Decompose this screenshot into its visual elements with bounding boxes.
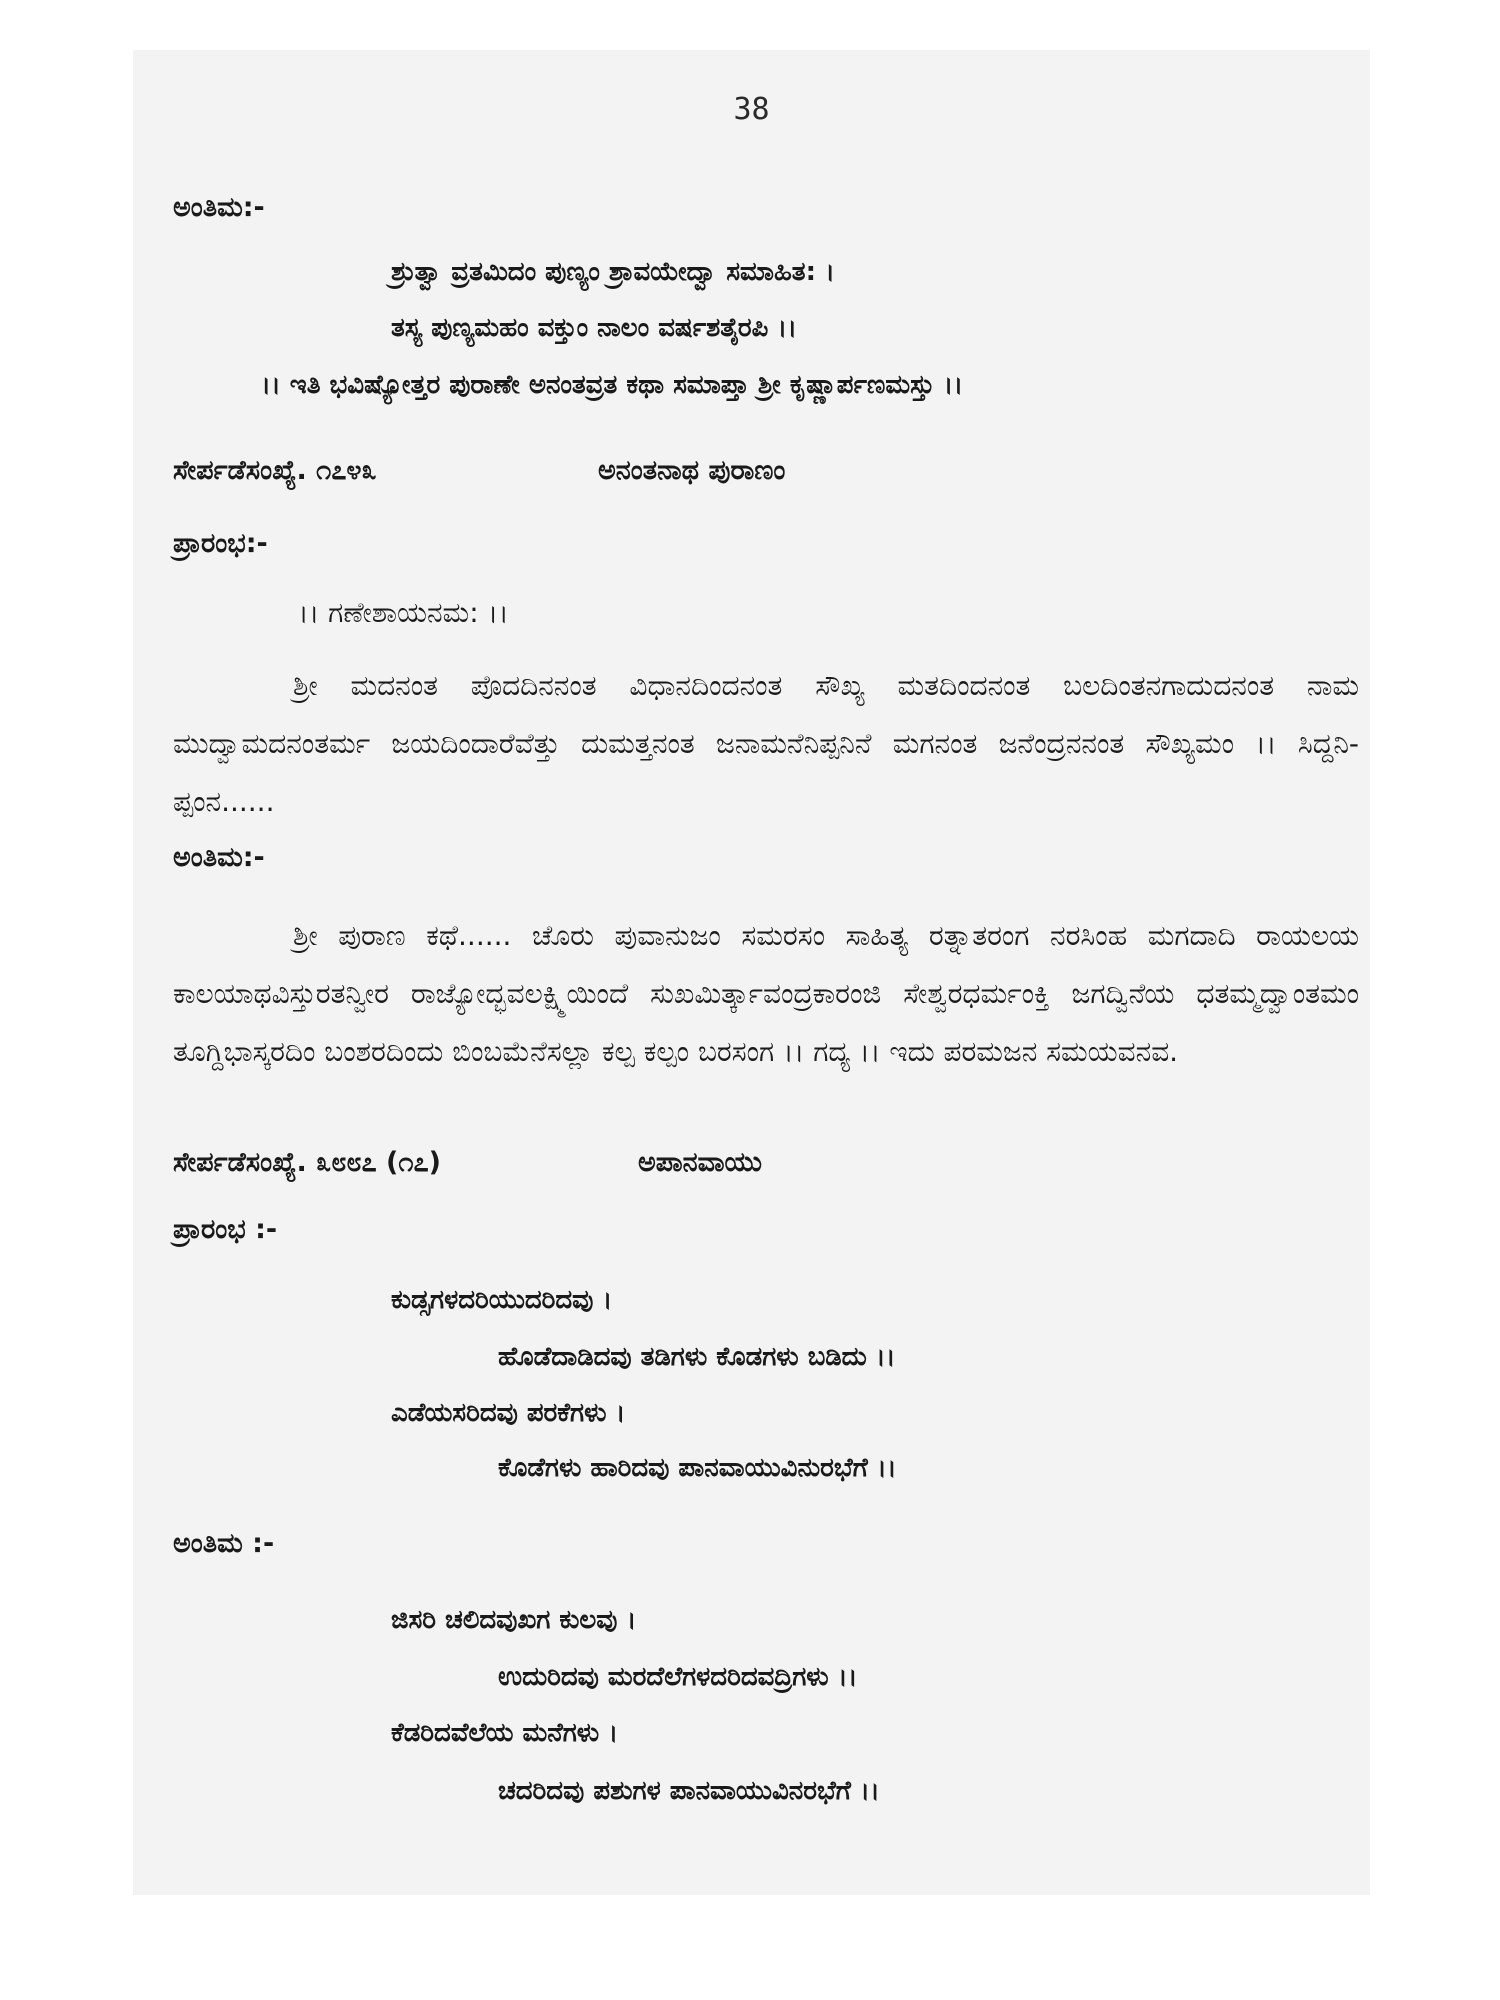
colophon-line: ।। ಇತಿ ಭವಿಷ್ಯೋತ್ತರ ಪುರಾಣೇ ಅನಂತವ್ರತ ಕಥಾ ಸಮಾಪ್ತಾ ಶ್ರೀ ಕೃಷ್ಣಾರ್ಪಣಮಸ್ತು ।। bbox=[261, 370, 964, 400]
prarambha-label: ಪ್ರಾರಂಭ :- bbox=[173, 1214, 278, 1245]
verse-line: ಜಿಸರಿ ಚಲಿದವುಖಗ ಕುಲವು । bbox=[391, 1605, 637, 1635]
entry-title: ಅಪಾನವಾಯು bbox=[638, 1147, 763, 1178]
paragraph-text: ಶ್ರೀ ಪುರಾಣ ಕಥೆ...... ಚೊರು ಪುವಾನುಜಂ ಸಮರಸಂ ಸಾಹಿತ್ಯ ರತ್ನಾತರಂಗ ನರಸಿಂಹ ಮಗದಾದಿ ರಾಯಲಯ ಕಾಲಯಾಥವಿಸ್ತುರತನ್ವೀರ ರಾಜ್ಯೋದ್ಭವಲಕ್ಷ್ಮಿಯಿಂದೆ ಸುಖಮಿರ್ತ್ಕಾವಂದ್ರಕಾರಂಜಿ ಸೇಶ್ವರಧರ್ಮಂಕ್ತಿ ಜಗದ್ವಿನೆಯ ಧತಮ್ಮದ್ವಾಂತಮಂ ತೂಗ್ದಿಭಾಸ್ಕರದಿಂ ಬಂಶರದಿಂದು ಬಿಂಬಮೆನೆಸಲ್ಲಾ ಕಲ್ಪ ಕಲ್ಪಂ ಬರಸಂಗ ।। ಗದ್ಯ ।। ಇದು ಪರಮಜನ ಸಮಯವನವ. bbox=[173, 919, 1359, 1068]
serial-number: ಸೇರ್ಪಡೆಸಂಖ್ಯೆ. ೩೮೮೭ (೧೭) bbox=[173, 1147, 441, 1178]
verse-line: ಉದುರಿದವು ಮರದೆಲೆಗಳದರಿದವದ್ರಿಗಳು ।। bbox=[498, 1662, 858, 1692]
antima-paragraph bbox=[173, 907, 1359, 1081]
verse-line: ಚದರಿದವು ಪಶುಗಳ ಪಾನವಾಯುವಿನರಭೆಗೆ ।। bbox=[498, 1776, 880, 1806]
antima-label: ಅಂತಿಮ:- bbox=[173, 842, 265, 873]
paragraph-text: ಶ್ರೀ ಮದನಂತ ಪೊದದಿನನಂತ ವಿಧಾನದಿಂದನಂತ ಸೌಖ್ಯ ಮತದಿಂದನಂತ ಬಲದಿಂತನಗಾದುದನಂತ ನಾಮ ಮುದ್ವಾಮದನಂತರ್ಮ ಜಯದಿಂದಾರೆವೆತ್ತು ದುಮತ್ತನಂತ ಜನಾಮನೆನಿಪ್ಪನಿನೆ ಮಗನಂತ ಜನೆಂದ್ರನನಂತ ಸೌಖ್ಯಮಂ ।। ಸಿದ್ದನಿ-ಪ್ಪಂನ...... bbox=[173, 669, 1359, 818]
entry-title: ಅನಂತನಾಥ ಪುರಾಣಂ bbox=[598, 455, 786, 486]
prarambha-paragraph bbox=[173, 657, 1359, 831]
verse-line: ಶ್ರುತ್ವಾ ವ್ರತಮಿದಂ ಪುಣ್ಯಂ ಶ್ರಾವಯೇದ್ವಾ ಸಮಾಹಿತ: । bbox=[391, 257, 835, 287]
verse-line: ಕೆಡರಿದವೆಲೆಯ ಮನೆಗಳು । bbox=[391, 1718, 619, 1748]
verse-line: ಕೊಡೆಗಳು ಹಾರಿದವು ಪಾನವಾಯುವಿನುರಭೆಗೆ ।। bbox=[498, 1453, 897, 1483]
document-page bbox=[133, 50, 1370, 1895]
serial-number: ಸೇರ್ಪಡೆಸಂಖ್ಯೆ. ೧೭೪೩ bbox=[173, 455, 377, 486]
antima-label: ಅಂತಿಮ:- bbox=[173, 192, 265, 223]
page-number: 38 bbox=[733, 92, 770, 127]
antima-label: ಅಂತಿಮ :- bbox=[173, 1528, 275, 1559]
verse-line: ಎಡೆಯಸರಿದವು ಪರಕೆಗಳು । bbox=[391, 1398, 626, 1428]
prarambha-label: ಪ್ರಾರಂಭ:- bbox=[173, 528, 268, 559]
verse-line: ಕುಡ್ಸಗಳದರಿಯುದರಿದವು । bbox=[391, 1285, 613, 1315]
verse-line: ತಸ್ಯ ಪುಣ್ಯಮಹಂ ವಕ್ತುಂ ನಾಲಂ ವರ್ಷಶತೈರಪಿ ।। bbox=[391, 313, 798, 343]
invocation: ।। ಗಣೇಶಾಯನಮ: ।। bbox=[298, 596, 509, 629]
verse-line: ಹೊಡೆದಾಡಿದವು ತಡಿಗಳು ಕೊಡಗಳು ಬಡಿದು ।। bbox=[498, 1342, 896, 1372]
